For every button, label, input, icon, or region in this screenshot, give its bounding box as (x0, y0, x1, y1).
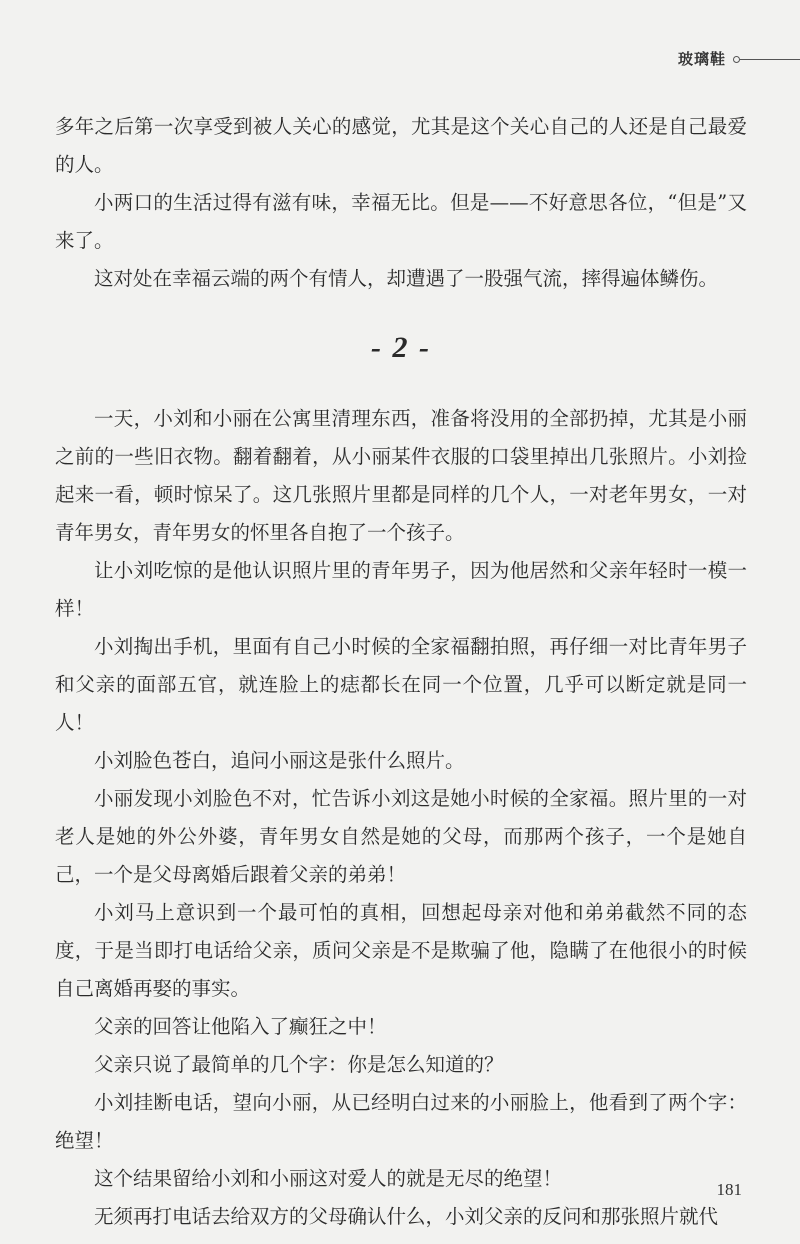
book-title: 玻璃鞋 (677, 50, 726, 68)
page-body (55, 108, 747, 1236)
paragraph: 让小刘吃惊的是他认识照片里的青年男子，因为他居然和父亲年轻时一模一样！ (55, 559, 747, 620)
paragraph: 这个结果留给小刘和小丽这对爱人的就是无尽的绝望！ (94, 1167, 563, 1190)
paragraph: 这对处在幸福云端的两个有情人，却遭遇了一股强气流，摔得遍体鳞伤。 (94, 267, 719, 290)
paragraph: 父亲只说了最简单的几个字：你是怎么知道的？ (94, 1053, 504, 1076)
running-header (0, 48, 800, 78)
paragraph: 多年之后第一次享受到被人关心的感觉，尤其是这个关心自己的人还是自己最爱的人。 (55, 115, 747, 176)
paragraph: 小刘马上意识到一个最可怕的真相，回想起母亲对他和弟弟截然不同的态度，于是当即打电话给父亲，质问父亲是不是欺骗了他，隐瞒了在他很小的时候自己离婚再娶的事实。 (55, 901, 747, 1000)
page-number: 181 (716, 1180, 742, 1199)
paragraph: 小两口的生活过得有滋有味，幸福无比。但是——不好意思各位，“但是”又来了。 (55, 191, 747, 252)
paragraph: 小刘脸色苍白，追问小丽这是张什么照片。 (94, 749, 465, 772)
paragraph: 无须再打电话去给双方的父母确认什么，小刘父亲的反问和那张照片就代 (94, 1205, 719, 1228)
paragraph: 父亲的回答让他陷入了癫狂之中！ (94, 1015, 387, 1038)
header-rule (740, 59, 800, 60)
paragraph: 一天，小刘和小丽在公寓里清理东西，准备将没用的全部扔掉，尤其是小丽之前的一些旧衣物。翻着翻着，从小丽某件衣服的口袋里掉出几张照片。小刘捡起来一看，顿时惊呆了。这几张照片里都是同样的几个人，一对老年男女，一对青年男女，青年男女的怀里各自抱了一个孩子。 (55, 407, 747, 544)
section-number: - 2 - (371, 331, 431, 364)
paragraph: 小刘掏出手机，里面有自己小时候的全家福翻拍照，再仔细一对比青年男子和父亲的面部五官，就连脸上的痣都长在同一个位置，几乎可以断定就是同一人！ (55, 635, 747, 734)
paragraph: 小丽发现小刘脸色不对，忙告诉小刘这是她小时候的全家福。照片里的一对老人是她的外公外婆，青年男女自然是她的父母，而那两个孩子，一个是她自己，一个是父母离婚后跟着父亲的弟弟！ (55, 787, 747, 886)
header-ornament-icon (733, 56, 740, 63)
paragraph: 小刘挂断电话，望向小丽，从已经明白过来的小丽脸上，他看到了两个字：绝望！ (55, 1091, 747, 1152)
